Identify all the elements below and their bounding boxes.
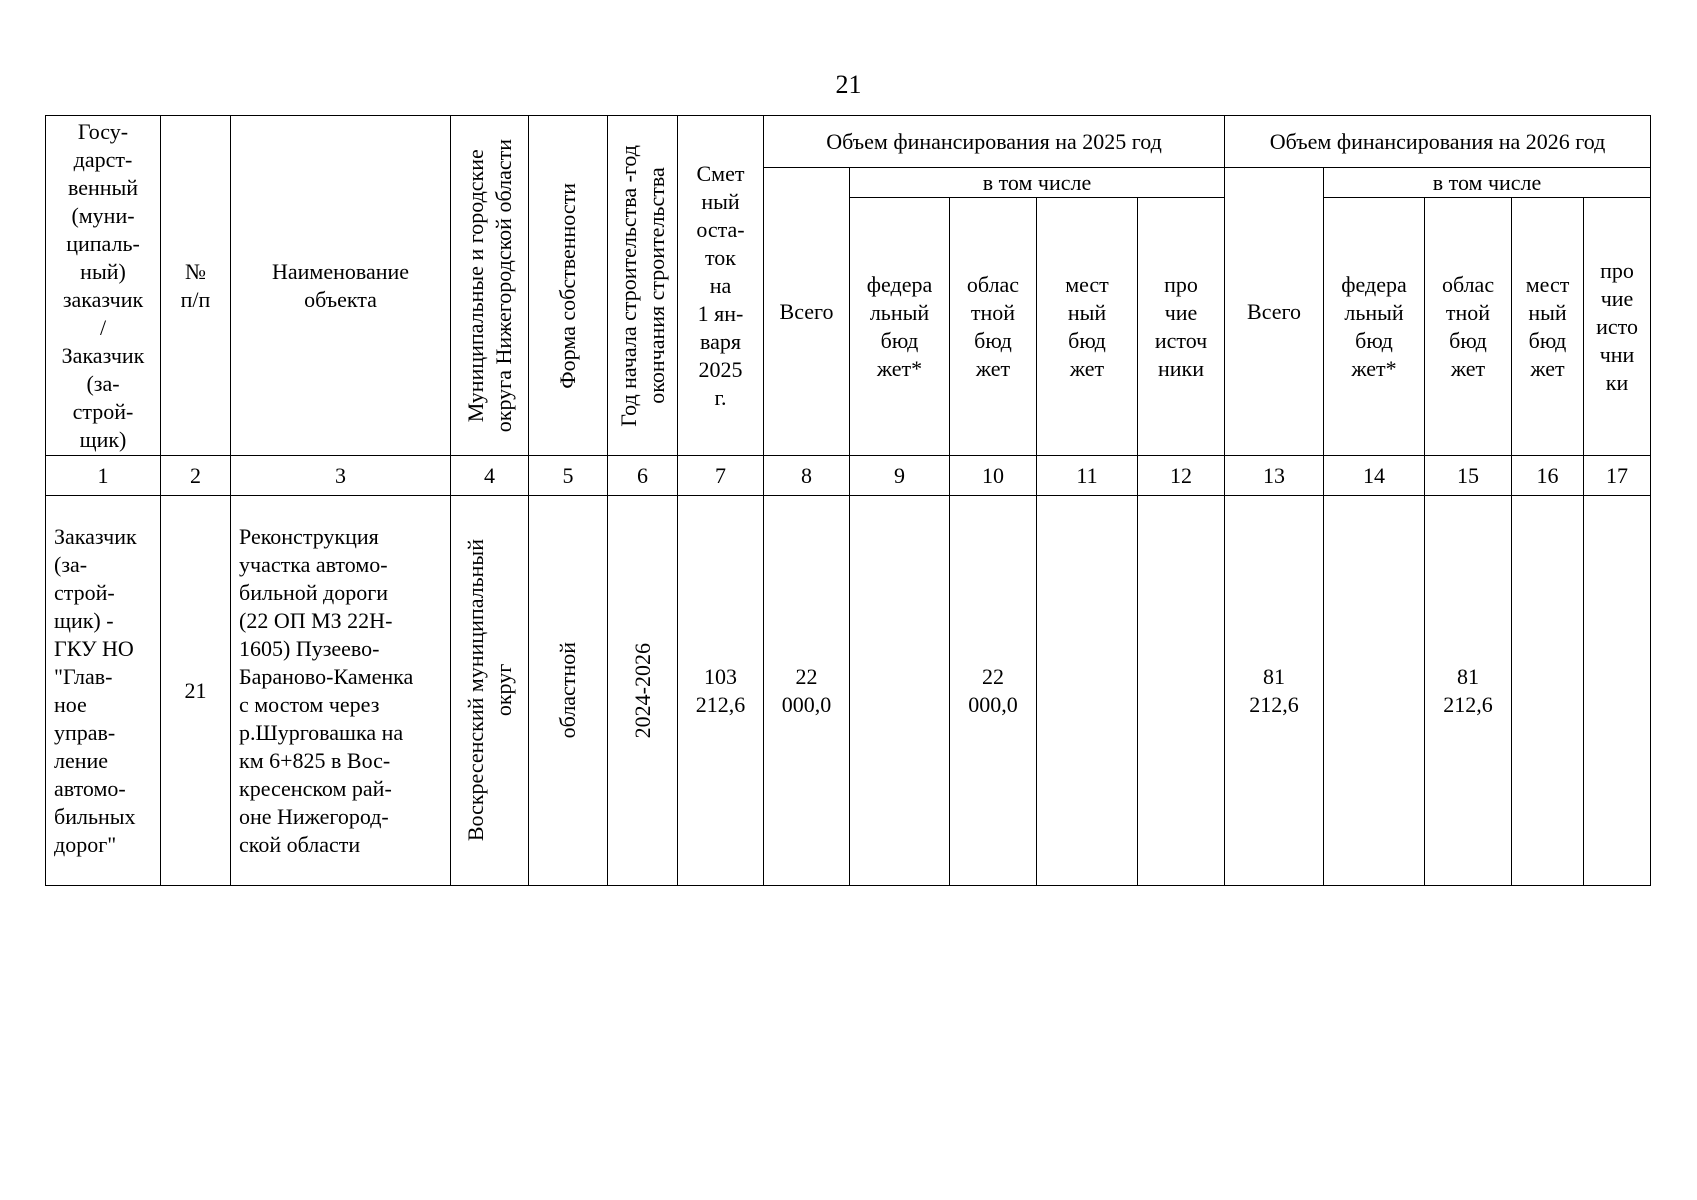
cell-oth-2026 bbox=[1584, 496, 1651, 886]
cell-customer: Заказчик (за- строй- щик) - ГКУ НО "Глав- ное управ- ление автомо- бильных дорог" bbox=[46, 496, 161, 886]
header-fin-2026: Объем финансирования на 2026 год bbox=[1225, 116, 1651, 168]
header-number: № п/п bbox=[161, 116, 231, 456]
cell-object-name: Реконструкция участка автомо- бильной дороги (22 ОП МЗ 22Н- 1605) Пузеево- Бараново-Каменка с мостом через р.Шурговашка на км 6+825 в Вос- кресенском рай- оне Нижегород- ской области bbox=[231, 496, 451, 886]
col-num: 14 bbox=[1324, 456, 1425, 496]
cell-reg-2025: 22 000,0 bbox=[950, 496, 1037, 886]
col-num: 4 bbox=[451, 456, 529, 496]
header-incl-2026: в том числе bbox=[1324, 168, 1651, 198]
col-num: 3 bbox=[231, 456, 451, 496]
col-num: 2 bbox=[161, 456, 231, 496]
cell-fed-2026 bbox=[1324, 496, 1425, 886]
cell-number: 21 bbox=[161, 496, 231, 886]
table-row bbox=[46, 496, 1651, 886]
header-reg-2025: облас тной бюд жет bbox=[950, 198, 1037, 456]
cell-estimate: 103 212,6 bbox=[678, 496, 764, 886]
col-num: 6 bbox=[608, 456, 678, 496]
cell-reg-2026: 81 212,6 bbox=[1425, 496, 1512, 886]
header-reg-2026: облас тной бюд жет bbox=[1425, 198, 1512, 456]
header-oth-2026: про чие исто чни ки bbox=[1584, 198, 1651, 456]
header-customer: Госу- дарст- венный (муни- ципаль- ный) заказчик / Заказчик (за- строй- щик) bbox=[46, 116, 161, 456]
header-incl-2025: в том числе bbox=[850, 168, 1225, 198]
cell-years-wrap bbox=[608, 496, 678, 886]
header-total-2026: Всего bbox=[1225, 168, 1324, 456]
col-num: 1 bbox=[46, 456, 161, 496]
col-num: 10 bbox=[950, 456, 1037, 496]
cell-total-2026: 81 212,6 bbox=[1225, 496, 1324, 886]
header-years: Год начала строительства -год окончания строительства bbox=[615, 144, 669, 427]
header-fed-2025: федера льный бюд жет* bbox=[850, 198, 950, 456]
header-estimate: Смет ный оста- ток на 1 ян- варя 2025 г. bbox=[678, 116, 764, 456]
cell-district-wrap bbox=[451, 496, 529, 886]
cell-total-2025: 22 000,0 bbox=[764, 496, 850, 886]
header-fed-2026: федера льный бюд жет* bbox=[1324, 198, 1425, 456]
cell-loc-2026 bbox=[1512, 496, 1584, 886]
page-number: 21 bbox=[835, 70, 862, 99]
cell-ownership: областной bbox=[555, 642, 580, 739]
col-num: 8 bbox=[764, 456, 850, 496]
header-district: Муниципальные и городские округа Нижегородской области bbox=[462, 138, 516, 433]
col-num: 17 bbox=[1584, 456, 1651, 496]
col-num: 15 bbox=[1425, 456, 1512, 496]
header-years-cell bbox=[608, 116, 678, 456]
cell-fed-2025 bbox=[850, 496, 950, 886]
col-num: 5 bbox=[529, 456, 608, 496]
cell-oth-2025 bbox=[1138, 496, 1225, 886]
col-num: 11 bbox=[1037, 456, 1138, 496]
cell-ownership-wrap bbox=[529, 496, 608, 886]
col-num: 16 bbox=[1512, 456, 1584, 496]
header-ownership: Форма собственности bbox=[555, 182, 580, 389]
cell-years: 2024-2026 bbox=[629, 642, 655, 739]
column-number-row bbox=[46, 456, 1651, 496]
header-oth-2025: про чие источ ники bbox=[1138, 198, 1225, 456]
header-district-cell bbox=[451, 116, 529, 456]
header-loc-2025: мест ный бюд жет bbox=[1037, 198, 1138, 456]
financing-table bbox=[45, 115, 1651, 886]
col-num: 13 bbox=[1225, 456, 1324, 496]
col-num: 7 bbox=[678, 456, 764, 496]
cell-district: Воскресенский муниципальный округ bbox=[462, 539, 516, 842]
col-num: 12 bbox=[1138, 456, 1225, 496]
header-total-2025: Всего bbox=[764, 168, 850, 456]
cell-loc-2025 bbox=[1037, 496, 1138, 886]
header-fin-2025: Объем финансирования на 2025 год bbox=[764, 116, 1225, 168]
header-loc-2026: мест ный бюд жет bbox=[1512, 198, 1584, 456]
col-num: 9 bbox=[850, 456, 950, 496]
header-object-name: Наименование объекта bbox=[231, 116, 451, 456]
header-ownership-cell bbox=[529, 116, 608, 456]
